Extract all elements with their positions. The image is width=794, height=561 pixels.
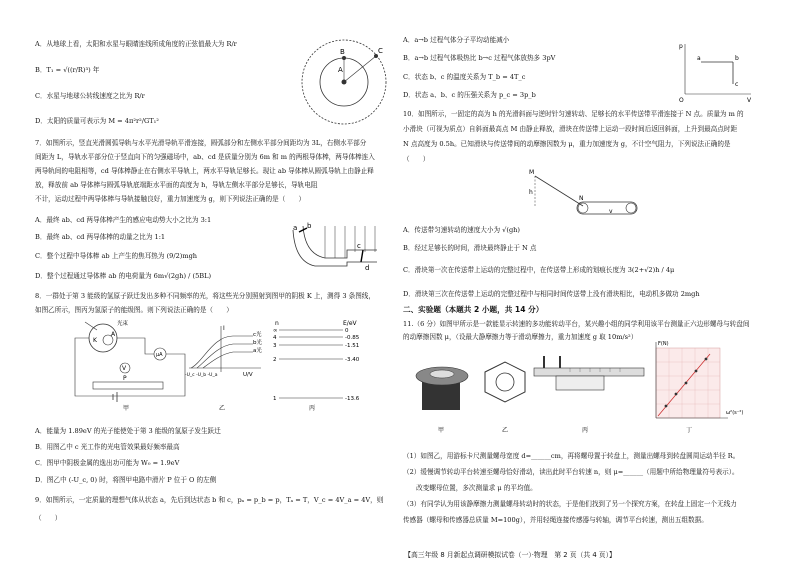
q8-level-n: 1	[273, 396, 277, 402]
q8-level-e: 0	[345, 328, 349, 334]
q10-label-m: M	[529, 169, 535, 176]
q9-origin: O	[679, 97, 684, 102]
q8-k-label: K	[93, 337, 97, 344]
q9-option-b: B．a→b 过程气体吸热比 b→c 过程气体放热多 3pV	[403, 54, 556, 62]
q9-point-a: a	[697, 55, 701, 62]
q8-v-label: V	[122, 365, 127, 372]
q11-caption-yi: 乙	[502, 427, 509, 434]
q7-option-d: D．整个过程通过导体棒 ab 的电荷量为 6m√(2gh) / (5BL)	[35, 272, 212, 280]
q8-level-e: -1.51	[345, 343, 360, 349]
q8-axis-u: U/V	[243, 372, 253, 378]
q8-level-e: -0.85	[345, 335, 360, 341]
q8-caption-jia: 甲	[123, 405, 130, 411]
q6-label-c: C	[378, 47, 383, 55]
q10-option-b: B．经过足够长的时间，滑块最终静止于 N 点	[403, 244, 537, 252]
q8-level-n: 3	[273, 343, 277, 349]
q9-point-c: c	[735, 81, 739, 88]
q11-step: （1）如图乙，用游标卡尺测量螺母宽度 d=______cm，再将螺母置于转盘上，测量出螺母到转盘圆周运动半径 R。	[403, 452, 740, 460]
q7-label-a: a	[293, 224, 298, 232]
q11-graph-x-label: ω²(s⁻²)	[726, 410, 744, 416]
q6-option-c: C．水星与地球公转线速度之比为 R/r	[35, 92, 145, 100]
q8-line: 如图乙所示，图丙为氢原子的能级图。则下列说法正确的是（ ）	[35, 306, 233, 314]
q10-line: 小滑块（可视为质点）自斜面最高点 M 由静止释放，滑块在传送带上运动一段时间后返回斜面，上升到最高点时距	[403, 125, 738, 133]
q11-step: （3）有同学认为用该静摩擦力测量螺母转动时的状态，于是他们找到了另一个探究方案，在转盘上固定一个无线力	[403, 500, 737, 508]
q9-line: （ ）	[35, 514, 62, 522]
q7-rails-figure	[285, 222, 385, 280]
q8-curve-a: a光	[253, 348, 262, 354]
q10-option-c: C．滑块第一次在传送带上运动的完整过程中，在传送带上形成的划痕长度为 3(2+√2)h / 4μ	[403, 266, 675, 274]
q6-label-a: A	[338, 66, 343, 74]
q8-option-b: B．用图乙中 c 光工作的光电管效果最好频率最高	[35, 443, 180, 451]
q10-line: （ ）	[403, 155, 430, 163]
q9-point-b: b	[735, 55, 739, 62]
q7-option-b: B．最终 ab、cd 两导体棒的动量之比为 1:1	[35, 233, 166, 241]
q9-option-c: C．状态 b、c 的温度关系为 T_b = 4T_c	[403, 73, 526, 81]
q7-option-c: C．整个过程中导体棒 ab 上产生的焦耳热为 (9/2)mgh	[35, 252, 198, 260]
q8-caption-yi: 乙	[219, 405, 226, 412]
q7-line: 放，释放前 ab 导体棒与圆弧导轨底端距水平面的高度为 h，导轨左侧水平部分足够长，导轨电阻	[35, 181, 318, 189]
q11-line: 11.（6 分）如图甲所示是一款能显示转速的多功能转动平台，某兴趣小组的同学利用该平台测量正六边形螺母与转盘间	[403, 320, 750, 328]
q8-curve-c: c光	[253, 332, 262, 338]
q7-line: 不计，运动过程中两导体棒与导轨接触良好，重力加速度为 g，则下列说法正确的是（ ）	[35, 195, 306, 203]
q8-level-n: 4	[273, 335, 277, 341]
q8-level-e: -13.6	[345, 396, 360, 402]
q8-a-label: A	[111, 331, 116, 338]
q7-label-c: c	[357, 242, 361, 250]
q11-graph-y-label: F(N)	[658, 341, 669, 347]
q10-option-d: D．滑块第三次在传送带上运动的完整过程中与相同时间传送带上没有滑块相比，电动机多做功 2mgh	[403, 290, 700, 298]
q8-n-label: n	[275, 320, 279, 327]
q9-option-a: A．a→b 过程气体分子平均动能减小	[403, 36, 510, 44]
q11-step: 传感器（螺母和传感器总质量 M=100g），并用轻绳连接传感器与转轴，调节平台转速，测出五组数据。	[403, 516, 708, 524]
q6-orbit-figure	[300, 36, 390, 128]
q10-label-h: h	[529, 189, 533, 196]
q8-option-d: D．图乙中 (-U_c, 0) 时，将图甲电路中滑片 P 位于 O 的左侧	[35, 476, 217, 484]
q8-caption-bing: 丙	[309, 405, 316, 412]
q10-label-n: N	[579, 195, 584, 202]
q8-e-label: E/eV	[343, 320, 357, 327]
q8-level-n: 2	[273, 357, 277, 363]
q9-axis-p: p	[679, 43, 683, 50]
q7-line: 7．如图所示，竖直光滑圆弧导轨与水平光滑导轨平滑连接，圆弧部分和左侧水平部分间距均为 3L，右侧水平部分	[35, 139, 367, 147]
q8-curve-b: b光	[253, 340, 262, 346]
q8-line: 8．一群处于第 3 能级的氢原子跃迁发出多种不同频率的光，将这些光分别照射到图甲的阴极 K 上，测得 3 条图线，	[35, 292, 375, 300]
q6-option-b: B．T₁ = √((r/R)³) 年	[35, 66, 100, 74]
q7-label-d: d	[365, 264, 370, 272]
q8-level-n: ∞	[273, 328, 278, 334]
q8-energy-levels	[265, 316, 375, 412]
q8-iv-graph	[183, 322, 263, 412]
q11-step: 改变螺母位置，多次测量求 μ 的平均值。	[403, 484, 537, 492]
q6-option-a: A．从地球上看，太阳和水星与眼睛连线所成角度的正弦值最大为 R/r	[35, 40, 237, 48]
q10-line: N 点高度为 0.5h。已知滑块与传送带间的动摩擦因数为 μ，重力加速度为 g，不计空气阻力，下列说法正确的是	[403, 140, 731, 148]
q11-graph	[656, 341, 743, 434]
q8-uc-labels: -U_c -U_b -U_a	[185, 373, 218, 378]
q11-step: （2）缓慢调节转动平台转速至螺母恰好滑动，读出此时平台转速 n，则 μ=______（用题中所给物理量符号表示）。	[403, 468, 739, 476]
q11-caption-bing: 丙	[582, 427, 589, 434]
q11-figures	[410, 340, 770, 440]
q8-galvanometer-label: μA	[156, 352, 163, 358]
q6-label-b: B	[340, 48, 345, 56]
q11-caption-jia: 甲	[438, 427, 445, 434]
q7-line: 间距为 L，导轨水平部分位于竖直向下的匀强磁场中，ab、cd 是质量分别为 6m 和 m 的两根导体棒，两导体棒连入	[35, 153, 375, 161]
q9-line: 9．如图所示，一定质量的理想气体从状态 a，先后到达状态 b 和 c，pₐ = p_b = p，Tₐ = T，V_c = 4V_a = 4V，则	[35, 496, 384, 504]
q10-option-a: A．传送带匀速转动的速度大小为 √(gh)	[403, 226, 520, 234]
q7-option-a: A．最终 ab、cd 两导体棒产生的感应电动势大小之比为 3:1	[35, 216, 212, 224]
page-footer: 【高三年级 8 月新起点调研模拟试卷（一）·物理 第 2 页（共 4 页）】	[404, 551, 616, 559]
q10-line: 10．如图所示，一固定的高为 h 的光滑斜面与逆时针匀速转动、足够长的水平传送带平滑连接于 N 点。质量为 m 的	[403, 110, 744, 118]
q7-label-b: b	[307, 222, 312, 230]
q8-light-label: 光束	[117, 321, 129, 327]
q9-option-d: D．状态 a、b、c 的压强关系为 p_c = 3p_b	[403, 91, 536, 99]
q11-line: 的动摩擦因数 μ，（设最大静摩擦力等于滑动摩擦力，重力加速度 g 取 10m/s²）	[403, 333, 638, 341]
q9-axis-v: V	[747, 97, 752, 102]
q8-p-label: P	[123, 375, 127, 382]
q8-circuit-figure	[65, 316, 190, 411]
q8-option-c: C．图甲中阴极金属的逸出功可能为 W₀ = 1.9eV	[35, 459, 180, 467]
q9-pv-figure	[675, 40, 755, 102]
q8-level-e: -3.40	[345, 357, 360, 363]
q10-incline-figure	[525, 166, 645, 224]
q8-axis-i: I	[223, 325, 225, 332]
q6-option-d: D．太阳的质量可表示为 M = 4π²r²/GT₁²	[35, 117, 159, 125]
q11-caption-ding: 丁	[686, 427, 693, 434]
q8-option-a: A．能量为 1.89eV 的光子能使处于第 3 能级的氢原子发生跃迁	[35, 427, 221, 435]
section-heading: 二、实验题（本题共 2 小题，共 14 分）	[403, 305, 544, 314]
q10-label-v: v	[609, 208, 613, 215]
q7-line: 两导轨间的电阻相等，cd 导体棒静止在右侧水平导轨上，两水平导轨足够长。现让 ab 导体棒从圆弧导轨上由静止释	[35, 167, 374, 175]
